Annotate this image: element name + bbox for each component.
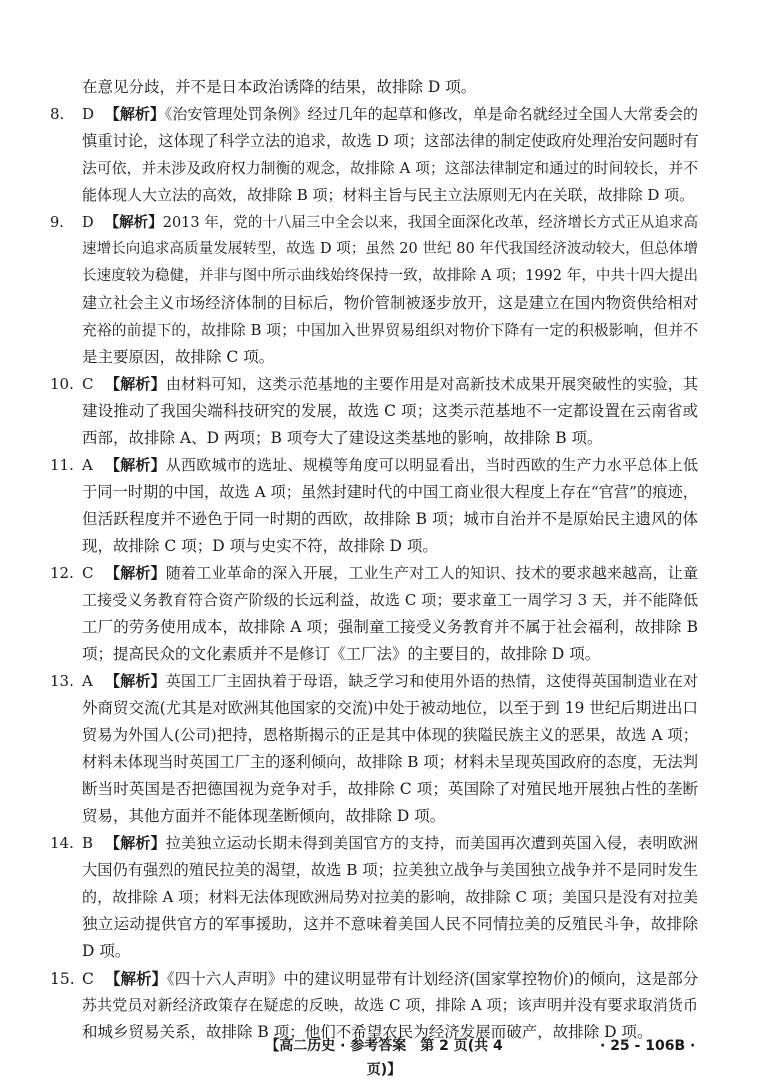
answer-text-line: [82, 884, 698, 911]
analysis-tag: 【解析】: [104, 834, 166, 852]
answer-item-start-line: [50, 209, 698, 236]
answer-text-line: [82, 911, 698, 938]
line-text: 独立运动提供官方的军事援助，这并不意味着美国人民不同情拉美的反殖民斗争，故排除: [82, 915, 698, 933]
line-text: 长速度较为稳健，并非与图中所示曲线始终保持一致，故排除 A 项；1992 年，中共十四大提出: [82, 268, 698, 284]
question-number: 11.: [50, 456, 74, 474]
answer-text-line: [82, 128, 698, 155]
answer-letter: A: [82, 456, 93, 474]
line-text: 法可依，并未涉及政府权力制衡的观念，故排除 A 项；这部法律制定和通过的时间较长，并不: [82, 160, 698, 177]
answer-item-start-line: [50, 452, 698, 479]
analysis-tag: 【解析】: [104, 672, 166, 690]
question-number: 15.: [50, 970, 75, 988]
line-text: 现，故排除 C 项；D 项与史实不符，故排除 D 项。: [82, 537, 438, 555]
line-text: 充裕的前提下的，故排除 B 项；中国加入世界贸易组织对物价下降有一定的积极影响，但并不: [82, 322, 698, 339]
footer-doc-code: · 25 - 106B ·: [600, 1038, 696, 1054]
answer-item-start-line: [50, 371, 698, 398]
line-text: 大国仍有强烈的殖民拉美的渴望，故选 B 项；拉美独立战争与美国独立战争并不是同时发生: [82, 861, 698, 879]
answer-text-line: [82, 506, 698, 533]
page-footer: [0, 1034, 764, 1078]
line-text: 英国工厂主固执着于母语，缺乏学习和使用外语的热情，这使得英国制造业在对: [165, 672, 698, 690]
answer-letter: B: [82, 834, 94, 852]
answer-text-line: [82, 479, 698, 506]
answer-text-line: [82, 857, 698, 884]
answer-letter: D: [82, 215, 94, 231]
question-number: 8.: [50, 105, 65, 123]
answer-text-line: [82, 182, 698, 209]
answer-text-line: [82, 236, 698, 263]
line-text: 外商贸交流(尤其是对欧洲其他国家的交流)中处于被动地位，以至于到 19 世纪后期进出口: [82, 699, 698, 717]
footer-page-info: 【高二历史 · 参考答案 第 2 页(共 4 页)】: [265, 1038, 503, 1078]
line-text: D 项。: [82, 942, 131, 960]
line-text: 断当时英国是否把德国视为竞争对手，故排除 C 项；英国除了对殖民地开展独占性的垄断: [82, 780, 698, 798]
line-text: 在意见分歧，并不是日本政治诱降的结果，故排除 D 项。: [82, 78, 477, 96]
answer-text-line: [82, 641, 698, 668]
line-text: 贸易为外国人(公司)把持，恩格斯揭示的正是其中体现的狭隘民族主义的恶果，故选 A 项；: [82, 726, 698, 744]
line-text: 建设推动了我国尖端科技研究的发展，故选 C 项；这类示范基地不一定都设置在云南省或: [82, 402, 698, 420]
line-text: 材料未体现当时英国工厂主的逐利倾向，故排除 B 项；材料未呈现英国政府的态度，无法判: [82, 753, 698, 771]
line-text: 由材料可知，这类示范基地的主要作用是对高新技术成果开展突破性的实验，其: [165, 375, 698, 393]
question-number: 13.: [50, 672, 74, 690]
analysis-tag: 【解析】: [104, 969, 167, 988]
line-text: 2013 年，党的十八届三中全会以来，我国全面深化改革，经济增长方式正从追求高: [162, 215, 699, 231]
answer-item-start-line: [50, 830, 698, 857]
line-text: 随着工业革命的深入开展，工业生产对工人的知识、技术的要求越来越高，让童: [165, 564, 698, 582]
answer-item-start-line: [50, 101, 698, 128]
answer-text-line: [82, 74, 698, 101]
line-text: 是主要原因，故排除 C 项。: [82, 348, 275, 366]
question-number: 12.: [50, 564, 74, 582]
answer-text-line: [82, 695, 698, 722]
analysis-tag: 【解析】: [104, 456, 166, 474]
answer-text-line: [82, 803, 698, 830]
question-number: 10.: [50, 375, 74, 393]
analysis-tag: 【解析】: [104, 375, 166, 393]
answer-text-line: [82, 317, 698, 344]
answer-text-line: [82, 533, 698, 560]
line-text: 西部，故排除 A、D 两项；B 项夸大了建设这类基地的影响，故排除 B 项。: [82, 429, 603, 447]
answer-text-line: [82, 155, 698, 182]
line-text: 但活跃程度并不逊色于同一时期的西欧，故排除 B 项；城市自治并不是原始民主遗风的体: [82, 510, 698, 528]
line-text: 速增长向追求高质量发展转型，故选 D 项；虽然 20 世纪 80 年代我国经济波动较大，但总体增: [82, 241, 698, 257]
answer-text-line: [82, 938, 698, 965]
answer-item-start-line: [50, 560, 698, 587]
line-text: 的，故排除 A 项；材料无法体现欧洲局势对拉美的影响，故排除 C 项；美国只是没有对拉美: [82, 888, 698, 906]
line-text: 慎重讨论，这体现了科学立法的追求，故选 D 项；这部法律的制定使政府处理治安问题时有: [82, 132, 699, 150]
answer-text-line: [82, 992, 698, 1019]
line-text: 于同一时期的中国，故选 A 项；虽然封建时代的中国工商业很大程度上存在“官营”的痕迹，: [82, 483, 698, 501]
line-text: 项；提高民众的文化素质并不是修订《工厂法》的主要目的，故排除 D 项。: [82, 645, 601, 663]
question-number: 14.: [50, 834, 74, 852]
answer-text-line: [82, 344, 698, 371]
answer-item-start-line: [50, 668, 698, 695]
answer-content: [0, 74, 764, 1046]
line-text: 能体现人大立法的高效，故排除 B 项；材料主旨与民主立法原则无内在关联，故排除 D 项。: [82, 186, 695, 204]
answer-letter: D: [82, 105, 95, 123]
answer-text-line: [82, 587, 698, 614]
answer-letter: C: [82, 970, 94, 988]
answer-text-line: [82, 614, 698, 641]
line-text: 苏共党员对新经济政策存在疑虑的反映，故选 C 项，排除 A 项；该声明并没有要求取消货币: [82, 996, 698, 1014]
line-text: 和城乡贸易关系，故排除 B 项；他们不希望农民为经济发展而破产，故排除 D 项。: [82, 1023, 653, 1041]
line-text: 《四十六人声明》中的建议明显带有计划经济(国家掌控物价)的倾向，这是部分: [166, 970, 699, 988]
line-text: 工厂的劳务使用成本，故排除 A 项；强制童工接受义务教育并不属于社会福利，故排除 B: [82, 618, 698, 636]
line-text: 《治安管理处罚条例》经过几年的起草和修改，单是命名就经过全国人大常委会的: [164, 105, 698, 123]
analysis-tag: 【解析】: [104, 214, 163, 231]
line-text: 从西欧城市的选址、规模等角度可以明显看出，当时西欧的生产力水平总体上低: [165, 456, 698, 474]
answer-letter: C: [82, 375, 94, 393]
answer-text-line: [82, 749, 698, 776]
answer-text-line: [82, 263, 698, 290]
answer-text-line: [82, 776, 698, 803]
line-text: 拉美独立运动长期未得到美国官方的支持，而美国再次遭到英国入侵，表明欧洲: [165, 834, 698, 852]
question-number: 9.: [50, 215, 64, 231]
answer-text-line: [82, 425, 698, 452]
answer-letter: A: [82, 672, 93, 690]
answer-text-line: [82, 290, 698, 317]
answer-letter: C: [82, 564, 94, 582]
answer-text-line: [82, 722, 698, 749]
analysis-tag: 【解析】: [104, 105, 165, 123]
answer-text-line: [82, 398, 698, 425]
answer-item-start-line: [50, 965, 698, 992]
analysis-tag: 【解析】: [104, 564, 166, 582]
line-text: 工接受义务教育符合资产阶级的长远利益，故选 C 项；要求童工一周学习 3 天，并不能降低: [82, 591, 698, 609]
line-text: 贸易，其他方面并不能体现垄断倾向，故排除 D 项。: [82, 807, 446, 825]
line-text: 建立社会主义市场经济体制的目标后，物价管制被逐步放开，这是建立在国内物资供给相对: [82, 294, 698, 312]
